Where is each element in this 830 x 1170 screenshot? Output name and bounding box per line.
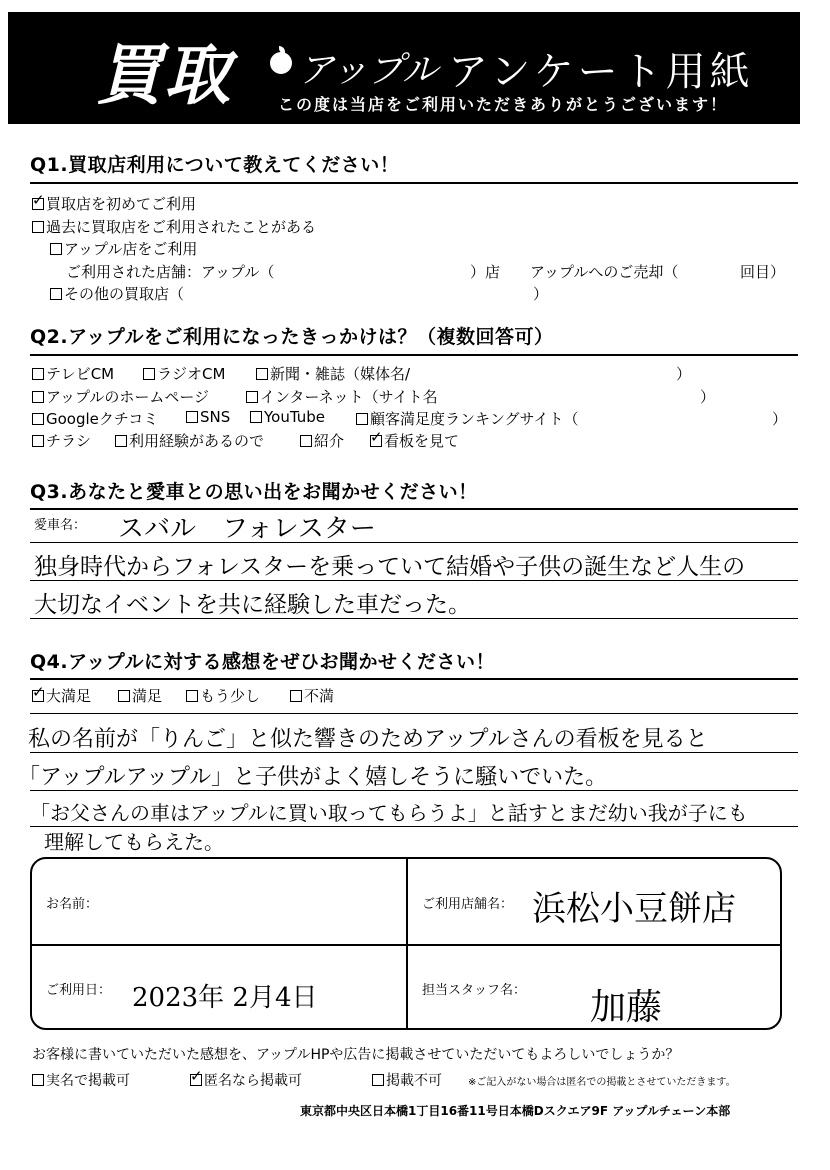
q2-option-signboard-label: 看板を見て [384, 432, 460, 450]
publish-note: ※ご記入がない場合は匿名での掲載とさせていただきます。 [468, 1077, 736, 1088]
q4-ruled-line [30, 713, 798, 714]
checkbox-icon[interactable] [118, 690, 130, 702]
q3-ruled-line [30, 542, 798, 543]
q1-option-past-label: 過去に買取店をご利用されたことがある [46, 218, 317, 236]
q2-ranking-close: ） [772, 410, 788, 428]
q1-visits-label: アップルへのご売却（ [530, 263, 679, 281]
q1-divider [30, 182, 798, 184]
date-value[interactable]: 2023年 2月4日 [132, 983, 318, 1013]
store-name-value[interactable]: 浜松小豆餅店 [532, 889, 736, 929]
q3-memory-line2[interactable]: 大切なイベントを共に経験した車だった。 [34, 592, 471, 618]
publish-option-real-name-label: 実名で掲載可 [46, 1073, 130, 1089]
checkbox-checked-icon[interactable] [190, 1074, 202, 1086]
checkbox-icon[interactable] [32, 413, 44, 425]
checkbox-icon[interactable] [256, 368, 268, 380]
q4-option-very-satisfied[interactable] [32, 685, 91, 706]
apple-logo-icon [270, 52, 292, 74]
q1-option-first-label: 買取店を初めてご利用 [46, 195, 197, 213]
q1-option-apple-label: アップル店をご利用 [64, 240, 198, 258]
checkbox-icon[interactable] [32, 391, 44, 403]
checkbox-icon[interactable] [356, 413, 368, 425]
q2-option-radio-label: ラジオCM [157, 365, 226, 383]
company-address: 東京都中央区日本橋1丁目16番11号日本橋Dスクエア9F アップルチェーン本部 [300, 1104, 731, 1118]
q4-comment-line4[interactable]: 理解してもらえた。 [44, 830, 224, 854]
customer-info-box [30, 857, 782, 1030]
q4-ruled-line [30, 752, 798, 753]
store-name-label: ご利用店舗名： [422, 897, 514, 912]
q2-option-radio[interactable] [143, 363, 225, 384]
q4-comment-line3[interactable]: 「お父さんの車はアップルに買い取ってもらうよ」と話すとまだ幼い我が子にも [30, 801, 748, 825]
q2-option-referral-label: 紹介 [314, 432, 345, 450]
q2-option-flyer[interactable] [32, 430, 91, 451]
q4-option-dissatisfied[interactable] [290, 685, 334, 706]
q2-option-news[interactable] [256, 363, 410, 384]
info-horizontal-divider [32, 944, 780, 946]
checkbox-icon[interactable] [32, 368, 44, 380]
q2-option-internet-label: インターネット（サイト名 [260, 388, 438, 406]
q1-option-first[interactable] [32, 193, 196, 214]
q2-option-homepage-label: アップルのホームページ [46, 388, 210, 406]
q1-option-other[interactable] [50, 283, 184, 304]
q4-option-somewhat[interactable] [186, 685, 260, 706]
header-banner [8, 12, 800, 124]
q1-title: Q1.買取店利用について教えてください！ [30, 154, 400, 176]
checkbox-icon[interactable] [250, 411, 262, 423]
q2-option-tv-label: テレビCM [46, 365, 115, 383]
q2-title: Q2.アップルをご利用になったきっかけは？（複数回答可） [30, 326, 554, 348]
publish-option-not-allowed-label: 掲載不可 [386, 1073, 442, 1089]
checkbox-icon[interactable] [186, 411, 198, 423]
q4-option-very-satisfied-label: 大満足 [46, 687, 92, 705]
date-label: ご利用日： [46, 983, 112, 998]
q2-option-ranking-label: 顧客満足度ランキングサイト（ [370, 410, 579, 428]
q2-option-experience-label: 利用経験があるので [129, 432, 265, 450]
q2-option-google-label: Googleクチコミ [46, 410, 159, 428]
header-thanks: この度は当店をご利用いただきありがとうございます！ [278, 95, 729, 114]
q4-divider [30, 678, 798, 680]
q1-option-apple[interactable] [50, 238, 197, 259]
publish-option-not-allowed[interactable] [372, 1070, 442, 1090]
q2-option-sns-label: SNS [200, 408, 231, 426]
q2-option-youtube[interactable] [250, 408, 325, 426]
q2-option-experience[interactable] [115, 430, 264, 451]
q1-visits-suffix: 回目） [740, 263, 786, 281]
q2-option-tv[interactable] [32, 363, 114, 384]
q1-option-other-label: その他の買取店（ [64, 285, 185, 303]
q2-internet-close: ） [700, 388, 716, 406]
header-brand: アップル [298, 50, 439, 91]
q4-title: Q4.アップルに対する感想をぜひお聞かせください！ [30, 651, 496, 673]
q3-memory-line1[interactable]: 独身時代からフォレスターを乗っていて結婚や子供の誕生など人生の [34, 554, 746, 580]
checkbox-icon[interactable] [246, 391, 258, 403]
q2-option-news-label: 新聞・雑誌（媒体名/ [270, 365, 411, 383]
q2-option-internet[interactable] [246, 386, 438, 407]
q3-ruled-line [30, 580, 798, 581]
q3-car-name[interactable]: スバル フォレスター [118, 514, 376, 544]
q4-option-satisfied[interactable] [118, 685, 162, 706]
header-kaitori: 買取 [96, 37, 232, 114]
checkbox-icon[interactable] [143, 368, 155, 380]
q1-store-suffix: ）店 [470, 263, 501, 281]
staff-name-label: 担当スタッフ名： [422, 983, 527, 998]
q1-other-close: ） [533, 285, 549, 303]
q2-option-referral[interactable] [300, 430, 344, 451]
q2-option-homepage[interactable] [32, 386, 209, 407]
q3-title: Q3.あなたと愛車との思い出をお聞かせください！ [30, 481, 478, 503]
q2-divider [30, 354, 798, 356]
checkbox-checked-icon[interactable] [32, 690, 44, 702]
checkbox-icon[interactable] [300, 435, 312, 447]
q4-comment-line2[interactable]: 「アップルアップル」と子供がよく嬉しそうに騒いでいた。 [18, 765, 608, 790]
checkbox-icon[interactable] [32, 1074, 44, 1086]
checkbox-icon[interactable] [290, 690, 302, 702]
checkbox-icon[interactable] [186, 690, 198, 702]
publish-option-anonymous-label: 匿名なら掲載可 [204, 1073, 302, 1089]
publish-option-real-name[interactable] [32, 1070, 130, 1090]
checkbox-checked-icon[interactable] [370, 435, 382, 447]
checkbox-icon[interactable] [50, 288, 62, 300]
q4-option-somewhat-label: もう少し [200, 687, 261, 705]
checkbox-icon[interactable] [50, 243, 62, 255]
q4-comment-line1[interactable]: 私の名前が「りんご」と似た響きのためアップルさんの看板を見ると [28, 727, 708, 752]
q2-option-sns[interactable] [186, 408, 230, 426]
publish-option-anonymous[interactable] [190, 1070, 302, 1090]
q1-option-past[interactable] [32, 216, 316, 237]
staff-name-value[interactable]: 加藤 [590, 987, 663, 1028]
name-label: お名前： [46, 897, 99, 912]
checkbox-icon[interactable] [32, 221, 44, 233]
q2-option-youtube-label: YouTube [264, 408, 325, 426]
checkbox-icon[interactable] [372, 1074, 384, 1086]
q2-option-flyer-label: チラシ [46, 432, 92, 450]
q2-option-ranking[interactable] [356, 408, 579, 429]
checkbox-checked-icon[interactable] [32, 198, 44, 210]
q2-news-close: ） [676, 365, 692, 383]
q2-option-signboard[interactable] [370, 430, 459, 451]
checkbox-icon[interactable] [32, 435, 44, 447]
publish-consent-question: お客様に書いていただいた感想を、アップルHPや広告に掲載させていただいてもよろしいでしょうか？ [32, 1047, 680, 1063]
q4-option-dissatisfied-label: 不満 [304, 687, 335, 705]
q4-ruled-line [30, 790, 798, 791]
checkbox-icon[interactable] [115, 435, 127, 447]
header-title: アンケート用紙 [448, 49, 754, 95]
q4-option-satisfied-label: 満足 [132, 687, 163, 705]
q1-store-label: ご利用された店舗：アップル（ [66, 263, 275, 281]
q3-ruled-line [30, 618, 798, 619]
q2-option-google[interactable] [32, 408, 158, 429]
q3-car-label: 愛車名： [34, 518, 87, 533]
